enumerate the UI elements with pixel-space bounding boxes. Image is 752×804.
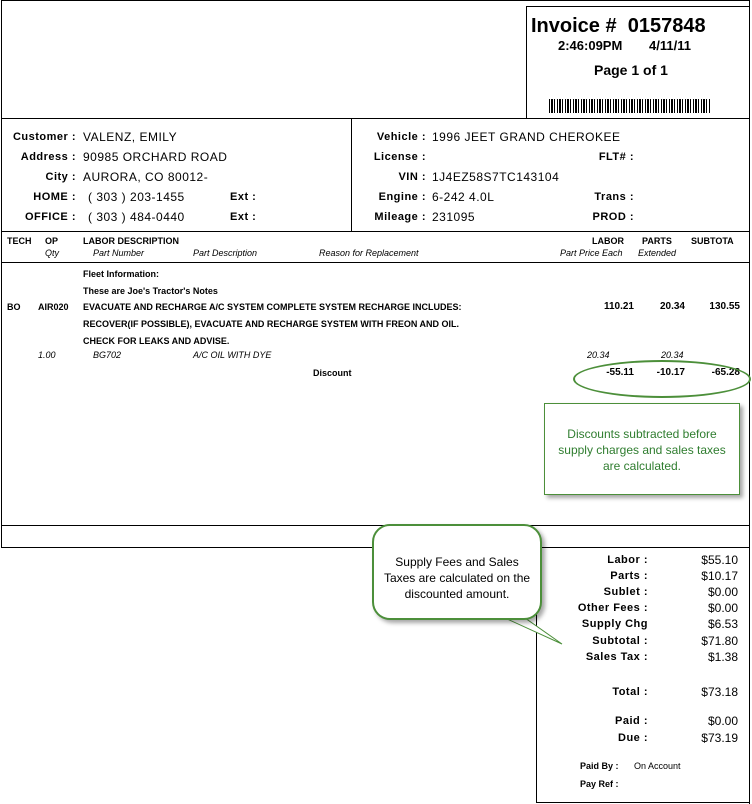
col-op: OP (45, 236, 59, 246)
address-label: Address : (20, 151, 76, 163)
vehicle-label: Vehicle : (376, 131, 426, 143)
header-divider (1, 262, 750, 263)
info-box-bottom (1, 231, 750, 232)
line-op: AIR020 (38, 302, 69, 312)
discount-highlight (573, 360, 751, 398)
col-tech: TECH (7, 236, 32, 246)
invoice-box-top (526, 6, 750, 7)
line-desc-2: RECOVER(IF POSSIBLE), EVACUATE AND RECHARGE SYSTEM WITH FREON AND OIL. (83, 319, 460, 329)
address-value: 90985 ORCHARD ROAD (83, 150, 228, 164)
discounts-callout: Discounts subtracted before supply charges and sales taxes are calculated. (544, 403, 740, 495)
line-desc-3: CHECK FOR LEAKS AND ADVISE. (83, 336, 230, 346)
sublet-label: Sublet : (603, 586, 648, 598)
pay-ref-label: Pay Ref : (580, 779, 619, 789)
page-indicator: Page 1 of 1 (594, 62, 668, 78)
customer-label: Customer : (12, 131, 76, 143)
info-box-top (1, 118, 750, 119)
invoice-title: Invoice # 0157848 (531, 15, 706, 37)
engine-label: Engine : (378, 191, 426, 203)
part-price: 20.34 (587, 350, 610, 360)
vehicle-value: 1996 JEET GRAND CHEROKEE (432, 130, 621, 144)
vin-label: VIN : (398, 171, 426, 183)
supply-charge: $6.53 (707, 617, 738, 631)
line-parts: 20.34 (659, 301, 685, 312)
notes: These are Joe's Tractor's Notes (83, 286, 218, 296)
supply-callout: Supply Fees and Sales Taxes are calculated on the discounted amount. (372, 524, 542, 620)
total-label: Total : (612, 686, 648, 698)
paid-by-label: Paid By : (580, 761, 619, 771)
col-subtotal: SUBTOTA (691, 236, 734, 246)
frame-left (1, 0, 2, 548)
part-description: A/C OIL WITH DYE (193, 350, 272, 360)
part-number: BG702 (93, 350, 122, 360)
paid-label: Paid : (615, 715, 648, 727)
frame-right (749, 0, 750, 804)
labor-total-label: Labor : (607, 554, 648, 566)
city-label: City : (45, 171, 76, 183)
discount-label: Discount (313, 368, 352, 378)
line-tech: BO (7, 302, 21, 312)
subtotal-value: $71.80 (701, 634, 738, 648)
sales-tax-label: Sales Tax : (585, 651, 648, 663)
sublet-total: $0.00 (707, 585, 738, 599)
discount-labor: -55.11 (606, 367, 634, 378)
engine-value: 6-242 4.0L (432, 190, 495, 204)
line-desc-1: EVACUATE AND RECHARGE A/C SYSTEM COMPLETE SYSTEM RECHARGE INCLUDES: (83, 302, 462, 312)
parts-total: $10.17 (701, 569, 738, 583)
col-part-price: Part Price Each (560, 248, 623, 258)
frame-top (1, 0, 750, 1)
flt-label: FLT# : (598, 151, 634, 163)
part-qty: 1.00 (38, 350, 56, 360)
customer-name: VALENZ, EMILY (83, 130, 178, 144)
office-ext-label: Ext : (230, 211, 257, 223)
home-phone: ( 303 ) 203-1455 (88, 190, 185, 204)
due-label: Due : (618, 732, 648, 744)
home-ext-label: Ext : (230, 191, 257, 203)
invoice-time: 2:46:09PM (558, 38, 623, 53)
part-extended: 20.34 (661, 350, 684, 360)
supply-charge-label: Supply Chg (581, 618, 648, 630)
subtotal-label: Subtotal : (592, 635, 648, 647)
sales-tax: $1.38 (707, 650, 738, 664)
col-part-number: Part Number (93, 248, 145, 258)
mileage-value: 231095 (432, 210, 476, 224)
office-label: OFFICE : (24, 211, 76, 223)
city-value: AURORA, CO 80012- (83, 170, 209, 184)
office-phone: ( 303 ) 484-0440 (88, 210, 185, 224)
col-extended: Extended (638, 248, 677, 258)
invoice-number: 0157848 (627, 15, 706, 37)
col-labor: LABOR (592, 236, 624, 246)
other-fees-total: $0.00 (707, 601, 738, 615)
invoice-date: 4/11/11 (649, 38, 691, 53)
col-qty: Qty (45, 248, 60, 258)
col-part-description: Part Description (193, 248, 258, 258)
paid-value: $0.00 (707, 714, 738, 728)
col-reason: Reason for Replacement (319, 248, 419, 258)
home-label: HOME : (33, 191, 76, 203)
total-value: $73.18 (701, 685, 738, 699)
invoice-box-left (526, 6, 527, 118)
trans-label: Trans : (594, 191, 634, 203)
line-labor: 110.21 (603, 301, 634, 312)
license-label: License : (373, 151, 426, 163)
discount-subtotal: -65.28 (711, 367, 740, 378)
body-bottom (1, 525, 750, 526)
barcode (549, 99, 711, 113)
mileage-label: Mileage : (374, 211, 426, 223)
totals-box-bottom (536, 802, 750, 803)
paid-by-value: On Account (634, 761, 681, 771)
fleet-info: Fleet Information: (83, 269, 159, 279)
parts-total-label: Parts : (610, 570, 648, 582)
vin-value: 1J4EZ58S7TC143104 (432, 170, 560, 184)
col-parts: PARTS (642, 236, 672, 246)
labor-total: $55.10 (701, 553, 738, 567)
due-value: $73.19 (701, 731, 738, 745)
line-subtotal: 130.55 (709, 301, 740, 312)
col-labor-description: LABOR DESCRIPTION (83, 236, 180, 246)
other-fees-label: Other Fees : (577, 602, 648, 614)
prod-label: PROD : (592, 211, 634, 223)
discount-parts: -10.17 (656, 367, 685, 378)
